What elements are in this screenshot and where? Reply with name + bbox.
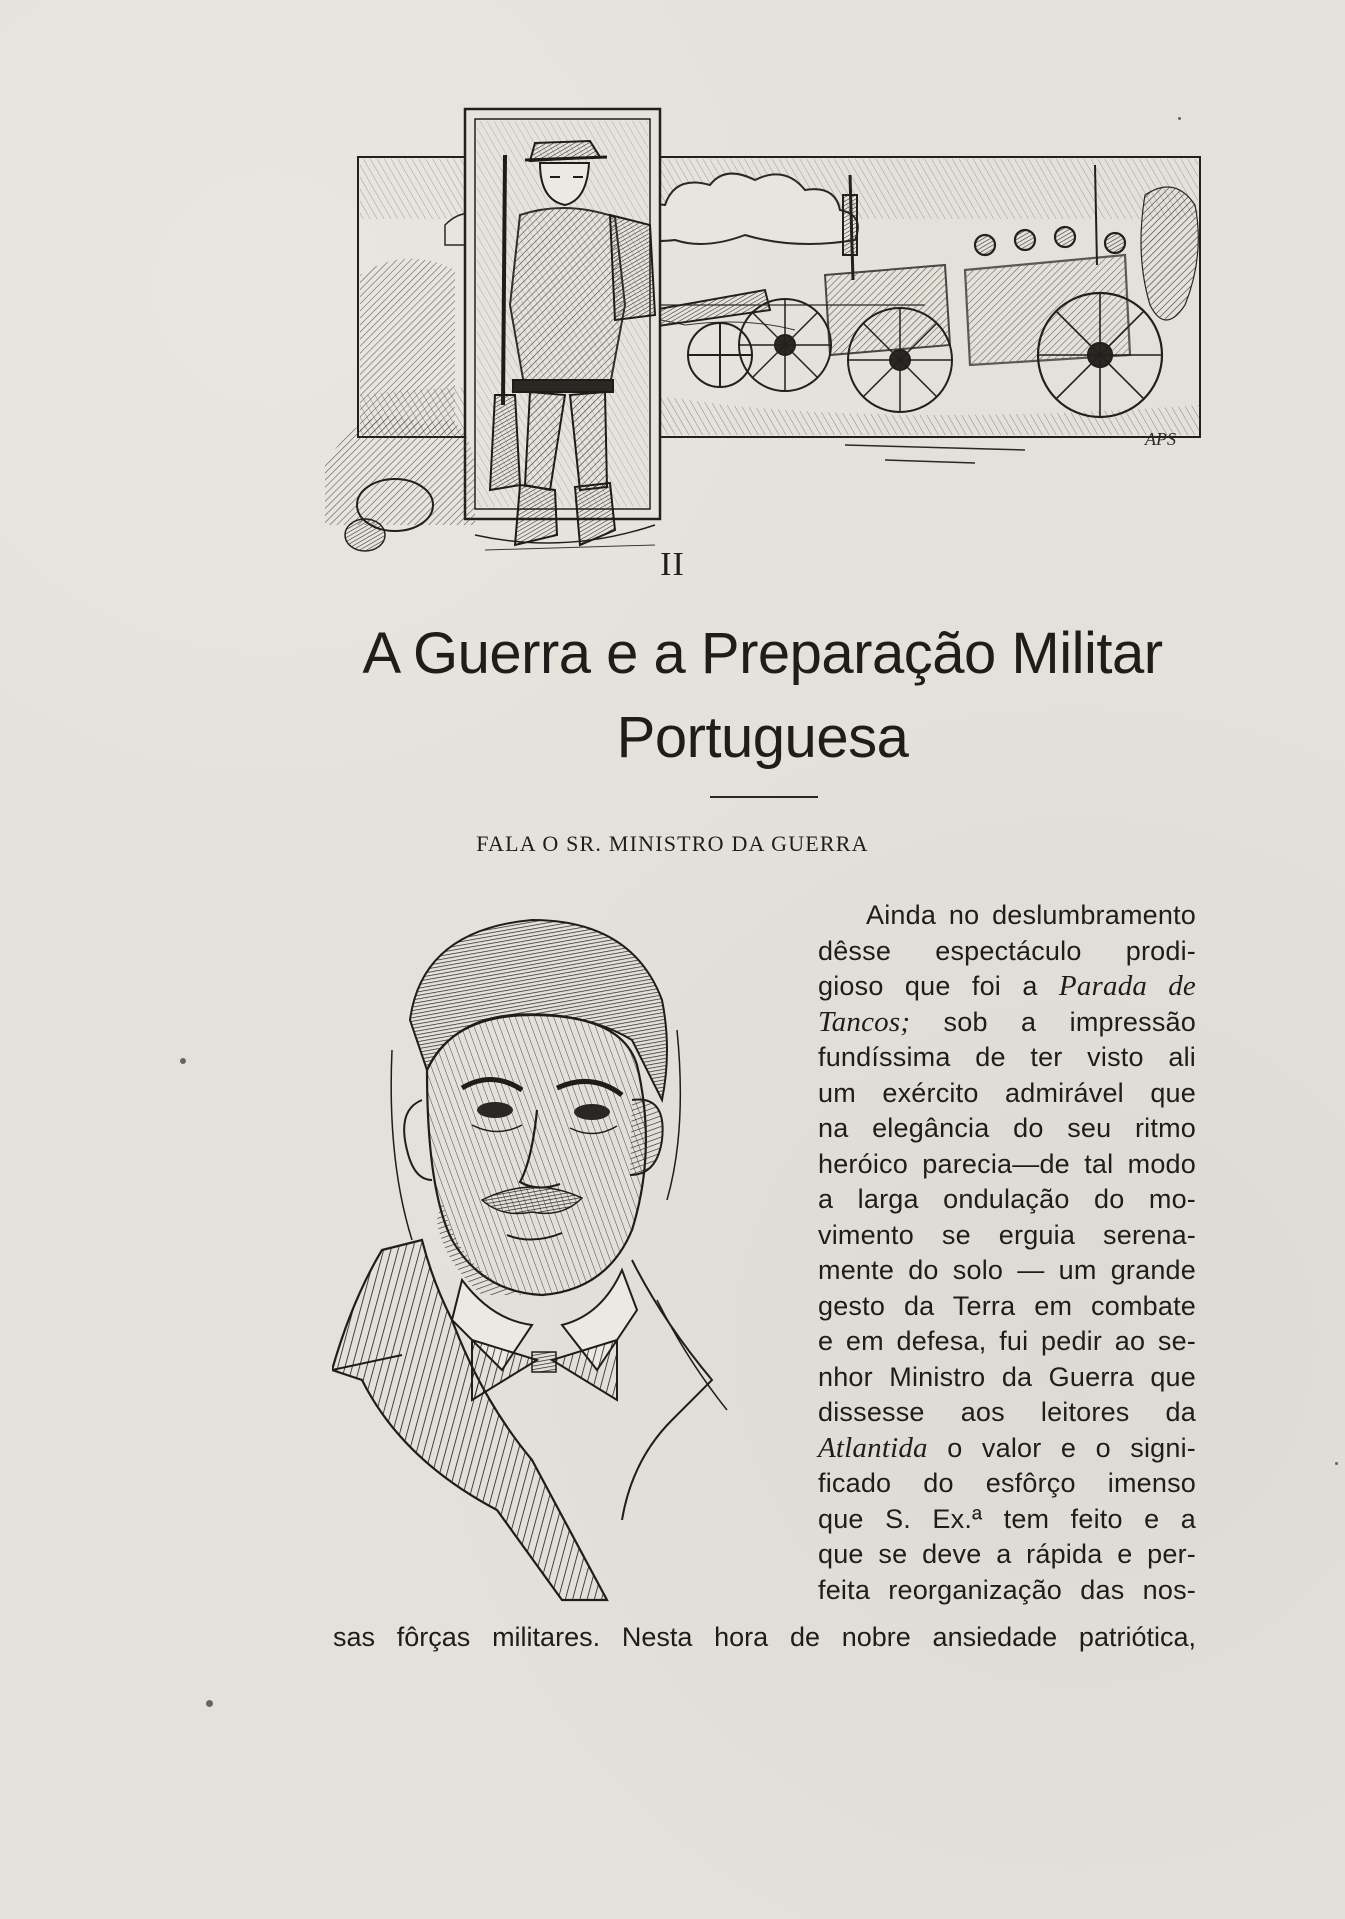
text-line: mente do solo — um grande	[818, 1255, 1196, 1285]
paper-speck	[206, 1700, 213, 1707]
text-line: Ainda no deslumbramento	[866, 900, 1196, 930]
text-line: e em defesa, fui pedir ao se-	[818, 1326, 1196, 1356]
text-line	[818, 1431, 1196, 1467]
text-line: dissesse aos leitores da	[818, 1397, 1196, 1427]
text-line: a larga ondulação do mo-	[818, 1184, 1196, 1214]
italic-title: Tancos;	[818, 1005, 911, 1038]
minister-portrait	[332, 900, 792, 1620]
text-line: feita reorganização das nos-	[818, 1574, 1196, 1605]
text-fragment: sob a impressão	[910, 1006, 1196, 1037]
title-divider	[710, 796, 818, 798]
text-line: gesto da Terra em combate	[818, 1290, 1196, 1321]
text-line: na elegância do seu ritmo	[818, 1113, 1196, 1143]
text-fragment: gioso que foi a	[818, 971, 1059, 1001]
text-line: heróico parecia—de tal modo	[818, 1148, 1196, 1179]
text-line	[818, 1005, 1196, 1041]
chapter-number: II	[660, 546, 685, 583]
text-line: dêsse espectáculo prodi-	[818, 935, 1196, 966]
title-line-2: Portuguesa	[616, 705, 909, 770]
text-line: um exército admirável que	[818, 1077, 1196, 1108]
text-line: que S. Ex.ª tem feito e a	[818, 1503, 1196, 1534]
page-title	[320, 612, 1205, 780]
text-line: que se deve a rápida e per-	[818, 1539, 1196, 1569]
article-column	[818, 898, 1196, 1608]
italic-title: Atlantida	[818, 1431, 928, 1464]
illustration-signature: APS	[1145, 429, 1176, 449]
text-line	[818, 969, 1196, 1005]
text-fragment: o valor e o signi-	[927, 1432, 1196, 1463]
text-line-full-width: sas fôrças militares. Nesta hora de nobre ansiedade patriótica,	[333, 1622, 1196, 1652]
text-line: vimento se erguia serena-	[818, 1219, 1196, 1250]
paper-speck	[180, 1058, 186, 1064]
title-line-1: A Guerra e a Preparação Militar	[362, 621, 1163, 686]
paper-speck	[1335, 1462, 1338, 1465]
section-heading: FALA O SR. MINISTRO DA GUERRA	[476, 831, 869, 856]
italic-title: Parada de	[1058, 970, 1196, 1002]
header-illustration	[325, 105, 1205, 595]
text-line: fundíssima de ter visto ali	[818, 1042, 1196, 1072]
text-line: nhor Ministro da Guerra que	[818, 1361, 1196, 1392]
text-line: ficado do esfôrço imenso	[818, 1468, 1196, 1498]
